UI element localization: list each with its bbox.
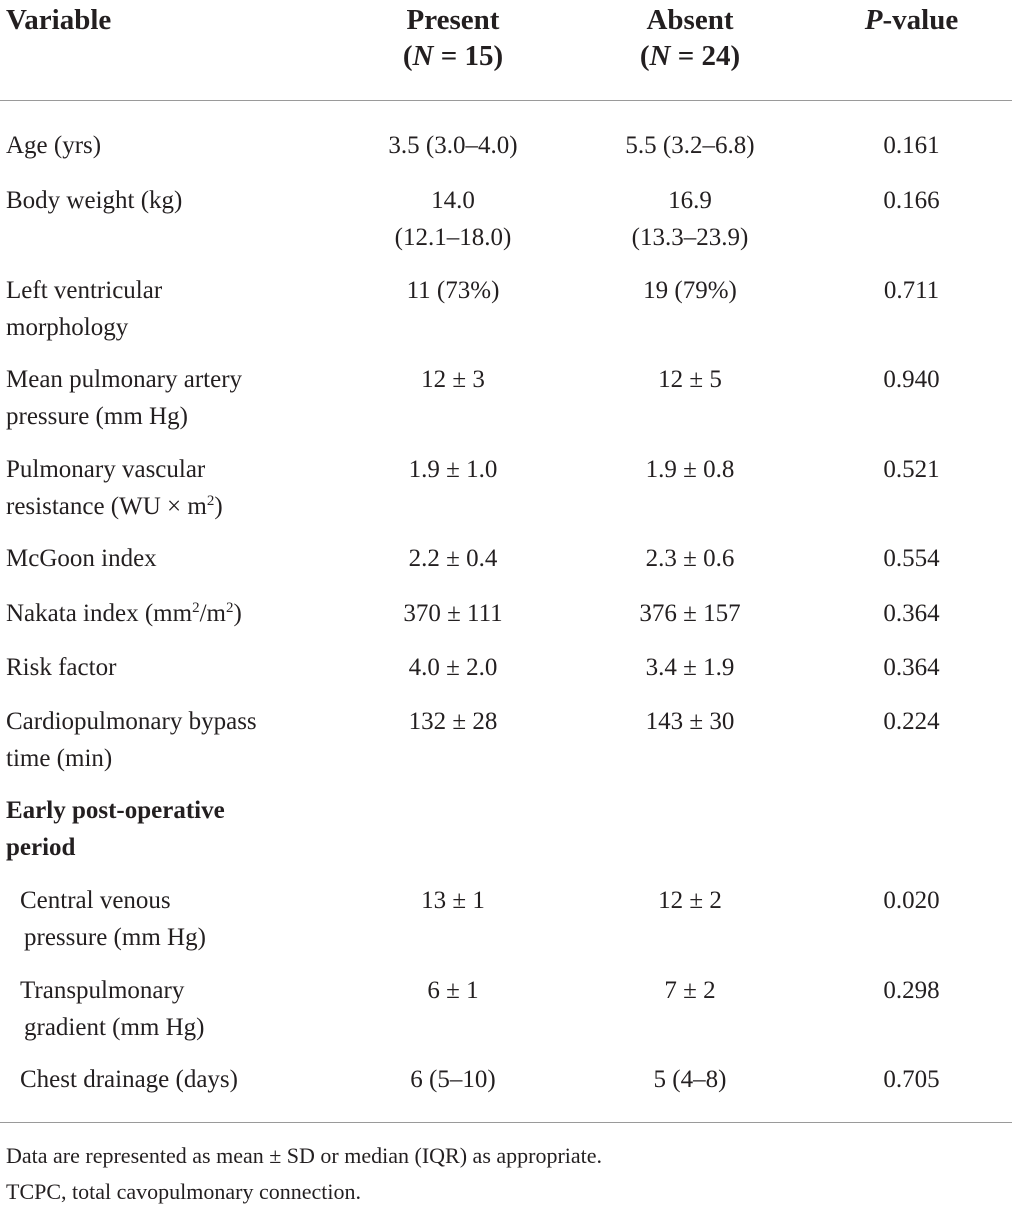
footer-divider [0,1122,1012,1123]
cell-pvalue: 0.711 [883,277,940,304]
cell-absent: 2.3 ± 0.6 [645,545,735,572]
cell-variable: Age (yrs) [6,132,102,159]
cell-present: 132 ± 28 [408,708,498,735]
header-divider [0,100,1012,101]
cell-pvalue: 0.521 [883,456,940,483]
cell-pvalue: 0.554 [883,545,940,572]
header-variable: Variable [6,4,112,36]
footnote: TCPC, total cavopulmonary connection. [6,1179,361,1204]
cell-present: 4.0 ± 2.0 [408,654,498,681]
cell-present: 6 ± 1 [427,977,479,1004]
cell-variable: McGoon index [6,545,157,572]
table-row [0,361,1017,435]
cell-present: 3.5 (3.0–4.0) [388,132,518,159]
section-heading [0,792,332,866]
table-row [0,451,1017,525]
cell-absent: 1.9 ± 0.8 [645,456,735,483]
cell-pvalue: 0.940 [883,366,940,393]
cell-absent: 3.4 ± 1.9 [645,654,735,681]
cell-pvalue: 0.705 [883,1066,940,1093]
header-pvalue: P-value [864,4,959,36]
cell-absent: 16.9 (13.3–23.9) [631,187,749,251]
cell-pvalue: 0.224 [883,708,940,735]
table-row [0,649,1017,686]
table-row [0,1061,1017,1098]
table-row [0,182,1017,256]
table-row [0,703,1017,777]
cell-pvalue: 0.298 [883,977,940,1004]
cell-present: 2.2 ± 0.4 [408,545,498,572]
cell-present: 11 (73%) [406,277,500,304]
cell-variable: Chest drainage (days) [20,1066,238,1093]
cell-variable: Pulmonary vascular resistance $(WU \times m^2)$ [6,456,223,520]
cell-variable: Mean pulmonary artery pressure (mm Hg) [6,366,243,430]
cell-pvalue: 0.166 [883,187,940,214]
cell-absent: 19 (79%) [643,277,737,304]
header-present: Present (N = 15) [402,4,504,72]
table-row [0,127,1017,164]
cell-variable: Left ventricular morphology [6,277,163,341]
table-row [0,972,1017,1046]
table-row [0,272,1017,346]
header-absent: Absent (N = 24) [639,4,741,72]
cell-variable: Central venous pressure (mm Hg) [20,887,206,951]
cell-absent: 5.5 (3.2–6.8) [625,132,755,159]
cell-absent: 7 ± 2 [664,977,716,1004]
cell-absent: 5 (4–8) [653,1066,727,1093]
cell-absent: 376 ± 157 [639,600,741,627]
cell-variable: Cardiopulmonary bypass time (min) [6,708,257,772]
cell-variable: Body weight (kg) [6,187,183,214]
cell-pvalue: 0.020 [883,887,940,914]
cell-present: 370 ± 111 [403,600,503,627]
cell-absent: 143 ± 30 [645,708,735,735]
cell-present: 14.0 (12.1–18.0) [394,187,512,251]
cell-absent: 12 ± 5 [658,366,722,393]
table-row [0,882,1017,956]
cell-variable: Nakata index $(mm^2/m^2)$ [6,600,242,627]
footnote: Data are represented as mean ± SD or median (IQR) as appropriate. [6,1143,603,1168]
cell-pvalue: 0.364 [883,654,940,681]
cell-present: 6 (5–10) [410,1066,496,1093]
cell-present: 1.9 ± 1.0 [408,456,498,483]
table-row [0,595,1017,632]
table-row [0,540,1017,577]
cell-absent: 12 ± 2 [658,887,722,914]
cell-variable: Transpulmonary gradient (mm Hg) [20,977,205,1041]
cell-pvalue: 0.161 [883,132,940,159]
section-title: Early post-operative period [6,797,225,861]
cell-present: 13 ± 1 [421,887,485,914]
cell-variable: Risk factor [6,654,117,681]
cell-present: 12 ± 3 [421,366,485,393]
cell-pvalue: 0.364 [883,600,940,627]
table-header [0,0,1017,100]
